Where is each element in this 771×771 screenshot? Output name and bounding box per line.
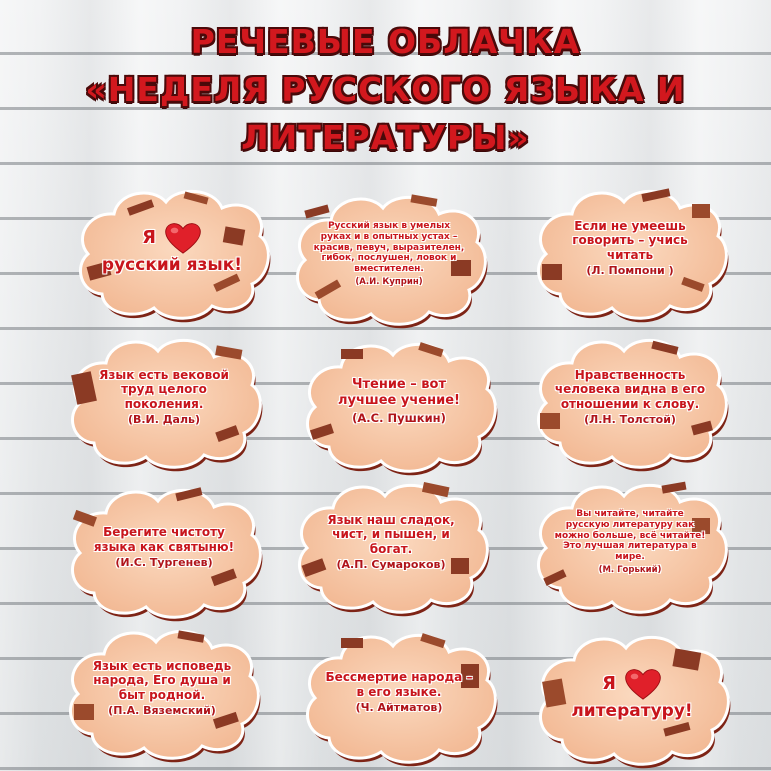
quote-text: Язык наш сладок, чист, и пышен, и богат. [327, 512, 455, 556]
quote-text: Язык есть исповедь народа, Его душа и быт родной. [92, 658, 232, 702]
love-word: литературу! [571, 700, 693, 721]
quote-text: Русский язык в умелых руках и в опытных устах – красив, певуч, выразителен, гибок, послушен, ловок и вместителен. [313, 221, 465, 275]
ya-text: Я [602, 673, 616, 694]
quote-text: Берегите чистоту языка как святыню! [93, 525, 235, 554]
quote-text: Чтение – вот лучшее учение! [338, 377, 460, 408]
heart-icon [164, 221, 202, 255]
card-text [96, 198, 248, 298]
title-line-2: «НЕДЕЛЯ РУССКОГО ЯЗЫКА И [85, 70, 686, 109]
card-quote-turgenev [66, 483, 262, 611]
card-quote-kuprin [291, 190, 487, 318]
card-text [554, 198, 706, 298]
quote-author: (А.С. Пушкин) [352, 410, 446, 425]
card-love-literature [534, 630, 730, 758]
title-line-1: РЕЧЕВЫЕ ОБЛАЧКА [190, 22, 581, 61]
card-quote-sumarokov [293, 478, 489, 606]
card-text [556, 644, 708, 744]
quote-author: (А.И. Куприн) [355, 276, 423, 287]
title-line-3: ЛИТЕРАТУРЫ» [241, 118, 530, 157]
card-text [88, 497, 240, 597]
heart-icon [624, 667, 662, 701]
quote-author: (П.А. Вяземский) [108, 704, 216, 718]
card-quote-vyazemsky [64, 624, 260, 752]
quote-author: (В.И. Даль) [127, 413, 201, 427]
card-text [88, 347, 240, 447]
quote-text: Нравственность человека видна в его отношении к слову. [554, 367, 706, 411]
card-text [323, 642, 475, 742]
quote-text: Язык есть вековой труд целого поколения. [99, 367, 229, 411]
card-quote-pomponi [532, 184, 728, 312]
card-quote-pushkin [301, 337, 497, 465]
quote-author: (Л. Помпони ) [586, 264, 674, 278]
card-text [323, 351, 475, 451]
ya-text: Я [142, 227, 156, 248]
card-text [313, 204, 465, 304]
card-quote-gorky [532, 478, 728, 606]
card-text [86, 638, 238, 738]
card-quote-dal [66, 333, 262, 461]
quote-author: (Л.Н. Толстой) [584, 413, 676, 427]
quote-text: Если не умеешь говорить – учись читать [572, 218, 688, 262]
quote-author: (М. Горький) [598, 564, 662, 575]
quote-author: (Ч. Айтматов) [355, 700, 443, 714]
poster-title [0, 18, 771, 162]
quote-text: Вы читайте, читайте русскую литературу как можно больше, всё читайте! Это лучшая литература в мире. [554, 509, 706, 563]
quote-text: Бессмертие народа – в его языке. [325, 670, 473, 699]
love-word: русский язык! [101, 254, 243, 275]
card-quote-aitmatov [301, 628, 497, 756]
card-text [554, 347, 706, 447]
quote-author: (И.С. Тургенев) [115, 555, 213, 569]
quote-author: (А.П. Сумароков) [336, 558, 446, 572]
card-quote-tolstoy [532, 333, 728, 461]
card-love-russian [74, 184, 270, 312]
card-text [554, 492, 706, 592]
card-text [315, 492, 467, 592]
